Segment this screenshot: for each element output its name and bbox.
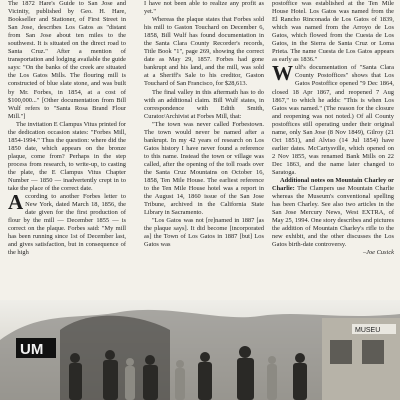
drop-cap: A xyxy=(8,190,24,215)
person-body xyxy=(293,363,307,400)
article-column-right xyxy=(272,0,394,258)
paragraph: I have not been able to realize any profit as yet." xyxy=(144,0,264,16)
person-body xyxy=(198,362,212,400)
paragraph: Whereas the plaque states that Forbes sold his mill to Gaston Touchard on December 6, 1858, Bill Wulf has found documentation in the Santa Clara County Recorder's records, Title Book "1", page 269, showing the correct date as May 29, 1857. Forbes had gone bankrupt and his land, and the mill, was sold at a Sheriff's Sale to his creditor, Gaston Touchard of San Francisco, for $28,613. xyxy=(144,16,264,88)
person-head xyxy=(200,352,210,362)
paragraph: The 1872 Hare's Guide to San Jose and Vicinity, published by Geo. H. Hare, Bookseller and Stationer, of First Street in San Jose, describes Los Gatos as "distant from San Jose about ten miles to the southwest. It is situated on the direct road to Santa Cruz." After a mention of transportation and lodging available the guide says: "On the banks of the creek are situated the Los Gatos Mills. The flouring mill is constructed of blue slate stone, and was built by Mr. Forbes, in 1854, at a cost of $100,000..." [Other documentation from Bill Wulf refers to "Santa Rosa Brand Flour Mill."] xyxy=(8,0,126,120)
paragraph xyxy=(272,177,394,249)
building-window xyxy=(362,340,384,364)
person-head xyxy=(295,353,305,363)
person-head xyxy=(145,355,155,365)
sign-text: UM xyxy=(20,341,44,358)
drop-cap: W xyxy=(272,61,293,86)
person-body xyxy=(143,365,158,400)
sign-corner-text: MUSEU xyxy=(355,327,381,334)
person-head xyxy=(268,356,276,364)
person-body xyxy=(237,358,254,400)
section-heading: Additional notes on Mountain Charley or Charlie: xyxy=(272,177,394,193)
article-column-left xyxy=(8,0,126,258)
event-photograph xyxy=(0,300,400,400)
person-body xyxy=(125,366,135,400)
person-body xyxy=(267,364,277,400)
person-head xyxy=(126,358,134,366)
author-signature: –Joe Cusick xyxy=(362,249,394,257)
paragraph-text: ccording to another Forbes letter to New York, dated March 18, 1856, the date given for the first production of flour by the mill — December 1855 — is correct on the plaque. Forbes said: "My mill has been running since 1st of December last, and gives satisfaction, but in consequence of the high xyxy=(8,193,126,257)
person-body xyxy=(69,363,82,400)
paragraph-text: The Clampers use Mountain Charlie whereas the Museum's conventional spelling has been Charley. See also two articles in the San Jose Mercury News, West EXTRA, of May 25, 1994. One story describes and pictures the addition of Mountain Charley's rifle to the new exhibit, and the other discusses the Los Gatos birth-date controversy. xyxy=(272,185,394,249)
paragraph: "The town was never called Forbestown. The town would never be named after a bankrupt. In my 42 years of research on Los Gatos history I have never found a reference to this name. Instead the town or village was called, after the opening of the toll roads over the Santa Cruz Mountains on October 16, 1858, Ten Mile House. The earliest reference to the Ten Mile House hotel was a report in the August 14, 1860 issue of the San Jose Tribune, archived in the California State Library in Sacramento. xyxy=(144,120,264,217)
photo-illustration xyxy=(0,300,400,400)
person-head xyxy=(176,360,184,368)
person-body xyxy=(175,368,185,400)
article-column-middle xyxy=(144,0,264,249)
paragraph: The invitation E Clampus Vitus printed for the dedication occasion states: "Forbes Mill, 1854-1994." Thus the question: where did the 1850 date, which appears on the bronze plaque, come from? Perhaps in the step process from research, to write-up, to casting the plate, the E Clampus Vitus Chapter Number — 1850 — inadvertently crept in to take the place of the correct date. xyxy=(8,120,126,193)
person-head xyxy=(70,353,80,363)
person-body xyxy=(103,360,118,400)
paragraph: "Los Gatos was not [re]named in 1887 [as the plaque says]. It did become [incorporated as] the Town of Los Gatos in 1887 [but] Los Gatos was xyxy=(144,217,264,249)
paragraph: postoffice was established at the Ten Mile House Hotel. Los Gatos was named from the El Rancho Rinconada de Los Gatos of 1839, which was named from the Arroyo de Los Gatos, which flowed from the Cuesta de Los Gatos, in the Sierra de Santa Cruz or Loma Prieta. The name Cuesta de Los Gatos appears as early as 1836." xyxy=(272,0,394,64)
paragraph: The final valley in this aftermath has to do with an additional claim. Bill Wulf states, in correspondence with Edith Smith, Curator/Archivist at Forbes Mill, that: xyxy=(144,88,264,120)
paragraph-text: ulf's documentation of "Santa Clara County Postoffices" shows that Los Gatos Postoffice opened "9 Dec 1864, closed 18 Apr 1867, and reopened 7 Aug 1867," to which he adds: "This is when Los Gatos was named." (The reason for the closure and reopening was not noted.) Of all County postoffices still operating under their original name, only San Jose (8 Nov 1849), Gilroy (21 Oct 1851), and Alviso (14 Jul 1854) have earlier dates. McCartysville, which opened on 2 Nov 1855, was renamed Bank Mills on 22 Dec 1863, and the name later changed to Saratoga. xyxy=(272,64,394,176)
paragraph xyxy=(272,61,394,177)
person-head xyxy=(105,350,115,360)
person-head xyxy=(239,346,251,358)
paragraph xyxy=(8,190,126,257)
building-window xyxy=(330,340,352,364)
